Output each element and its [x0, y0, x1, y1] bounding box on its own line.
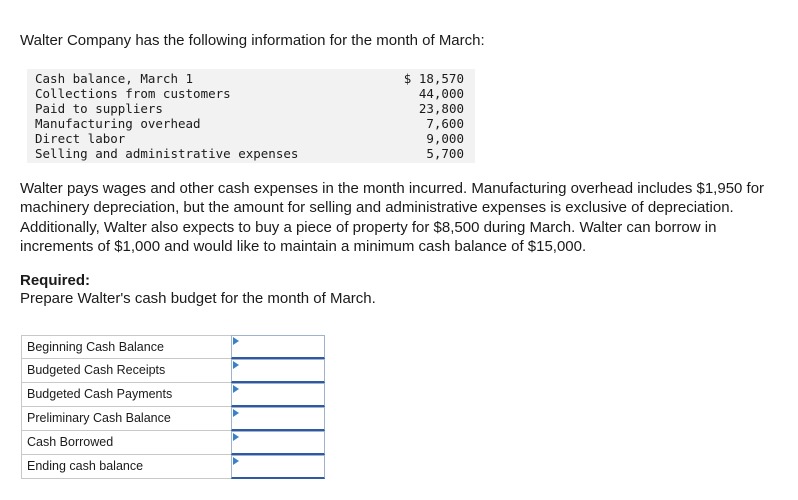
- preliminary-balance-input[interactable]: [232, 408, 324, 429]
- data-value: 44,000: [418, 86, 464, 101]
- budget-row: [21, 455, 327, 479]
- budget-row: [21, 431, 327, 455]
- data-row: [27, 71, 475, 86]
- ending-balance-input[interactable]: [232, 456, 324, 477]
- budget-label-cash-payments: Budgeted Cash Payments: [21, 383, 231, 407]
- data-label: Selling and administrative expenses: [35, 146, 299, 161]
- budget-label-ending-balance: Ending cash balance: [21, 455, 231, 479]
- budget-label-cash-borrowed: Cash Borrowed: [21, 431, 231, 455]
- budget-input-cell: [231, 335, 325, 359]
- budget-row: [21, 407, 327, 431]
- data-row: [27, 101, 475, 116]
- data-row: [27, 146, 475, 161]
- budget-input-cell: [231, 359, 325, 383]
- data-label: Collections from customers: [35, 86, 231, 101]
- data-label: Paid to suppliers: [35, 101, 163, 116]
- required-heading: Required:: [20, 272, 91, 289]
- input-marker-icon: [233, 385, 239, 393]
- data-value: 9,000: [426, 131, 464, 146]
- input-marker-icon: [233, 337, 239, 345]
- budget-input-cell: [231, 455, 325, 479]
- cash-budget-table: [21, 335, 327, 479]
- data-label: Manufacturing overhead: [35, 116, 201, 131]
- data-value: 23,800: [418, 101, 464, 116]
- data-value: 7,600: [426, 116, 464, 131]
- input-marker-icon: [233, 457, 239, 465]
- cash-payments-input[interactable]: [232, 384, 324, 405]
- data-value: 5,700: [426, 146, 464, 161]
- required-text: Prepare Walter's cash budget for the month of March.: [20, 290, 376, 307]
- cash-receipts-input[interactable]: [232, 360, 324, 381]
- budget-label-beginning-cash: Beginning Cash Balance: [21, 335, 231, 359]
- data-label: Cash balance, March 1: [35, 71, 194, 86]
- data-label: Direct labor: [35, 131, 126, 146]
- intro-text: Walter Company has the following information for the month of March:: [20, 32, 485, 49]
- beginning-cash-input[interactable]: [232, 336, 324, 357]
- data-row: [27, 116, 475, 131]
- budget-label-cash-receipts: Budgeted Cash Receipts: [21, 359, 231, 383]
- budget-input-cell: [231, 407, 325, 431]
- problem-paragraph: Walter pays wages and other cash expenses in the month incurred. Manufacturing overhead includes $1,950 for machinery depreciation, but the amount for selling and administrative expenses is exclusive of depreciation. Additionally, Walter also expects to buy a piece of property for $8,500 during March. Walter can borrow in increments of $1,000 and would like to maintain a minimum cash balance of $15,000.: [20, 180, 765, 255]
- data-value: $ 18,570: [403, 71, 464, 86]
- input-marker-icon: [233, 409, 239, 417]
- budget-row: [21, 335, 327, 359]
- input-marker-icon: [233, 361, 239, 369]
- budget-label-preliminary-balance: Preliminary Cash Balance: [21, 407, 231, 431]
- input-marker-icon: [233, 433, 239, 441]
- given-data-table: [27, 69, 475, 163]
- data-row: [27, 86, 475, 101]
- cash-borrowed-input[interactable]: [232, 432, 324, 453]
- budget-row: [21, 383, 327, 407]
- budget-row: [21, 359, 327, 383]
- budget-input-cell: [231, 431, 325, 455]
- budget-input-cell: [231, 383, 325, 407]
- data-row: [27, 131, 475, 146]
